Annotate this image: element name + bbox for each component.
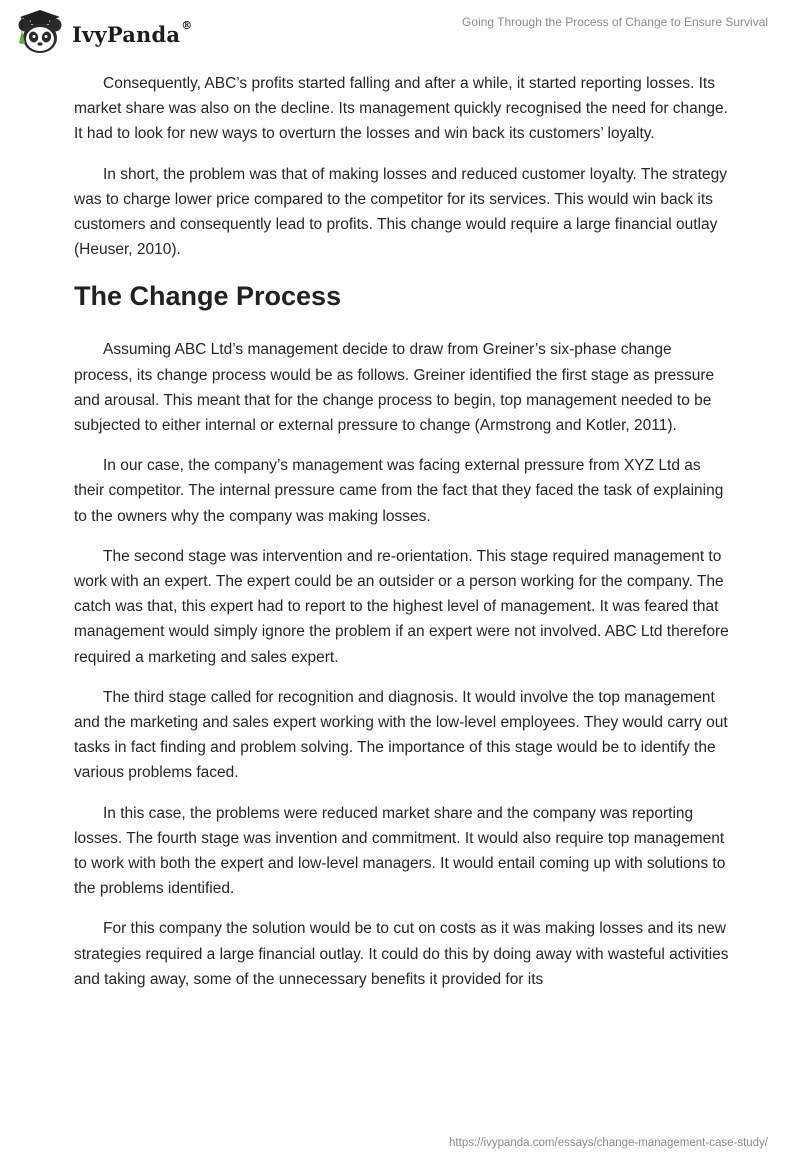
page-header [0, 0, 800, 66]
paragraph: The third stage called for recognition and diagnosis. It would involve the top management and the marketing and sales expert working with the low-level employees. They would carry out tasks in fact finding and problem solving. The importance of this stage would be to identify the various problems faced. [74, 688, 728, 782]
source-url[interactable]: https://ivypanda.com/essays/change-management-case-study/ [449, 1137, 768, 1149]
section-heading: The Change Process [74, 281, 342, 312]
paragraph: For this company the solution would be to cut on costs as it was making losses and its new strategies required a large financial outlay. It could do this by doing away with wasteful activities and taking away, some of the unnecessary benefits it provided for its [74, 920, 729, 988]
paragraph: Consequently, ABC’s profits started falling and after a while, it started reporting losses. Its market share was also on the decline. Its management quickly recognised the need for change. It had to look for new ways to overturn the losses and win back its customers’ loyalty. [74, 75, 728, 143]
essay-content [74, 71, 734, 1007]
paragraph: In our case, the company’s management was facing external pressure from XYZ Ltd as their competitor. The internal pressure came from the fact that they faced the task of explaining to the owners why the company was making losses. [74, 457, 724, 525]
panda-graduate-icon [14, 8, 66, 58]
registered-mark: ® [181, 18, 193, 32]
paragraph: Assuming ABC Ltd’s management decide to draw from Greiner’s six-phase change process, its change process would be as follows. Greiner identified the first stage as pressure and arousal. This meant that for the change process to begin, top management needed to be subjected to either internal or external pressure to change (Armstrong and Kotler, 2011). [74, 341, 715, 435]
brand-name: IvyPanda® [72, 18, 193, 47]
paragraph: In this case, the problems were reduced market share and the company was reporting losses. The fourth stage was invention and commitment. It would also require top management to work with both the expert and low-level managers. It would entail coming up with solutions to the problems identified. [74, 804, 726, 898]
paragraph: The second stage was intervention and re-orientation. This stage required management to work with an expert. The expert could be an outsider or a person working for the company. The catch was that, this expert had to report to the highest level of management. It was feared that management would simply ignore the problem if an expert were not involved. ABC Ltd therefore required a marketing and sales expert. [74, 547, 729, 666]
brand-logo[interactable] [14, 8, 192, 58]
paragraph: In short, the problem was that of making losses and reduced customer loyalty. The strategy was to charge lower price compared to the competitor for its services. This would win back its customers and consequently lead to profits. This change would require a large financial outlay (Heuser, 2010). [74, 165, 728, 259]
document-title: Going Through the Process of Change to Ensure Survival [462, 15, 768, 29]
